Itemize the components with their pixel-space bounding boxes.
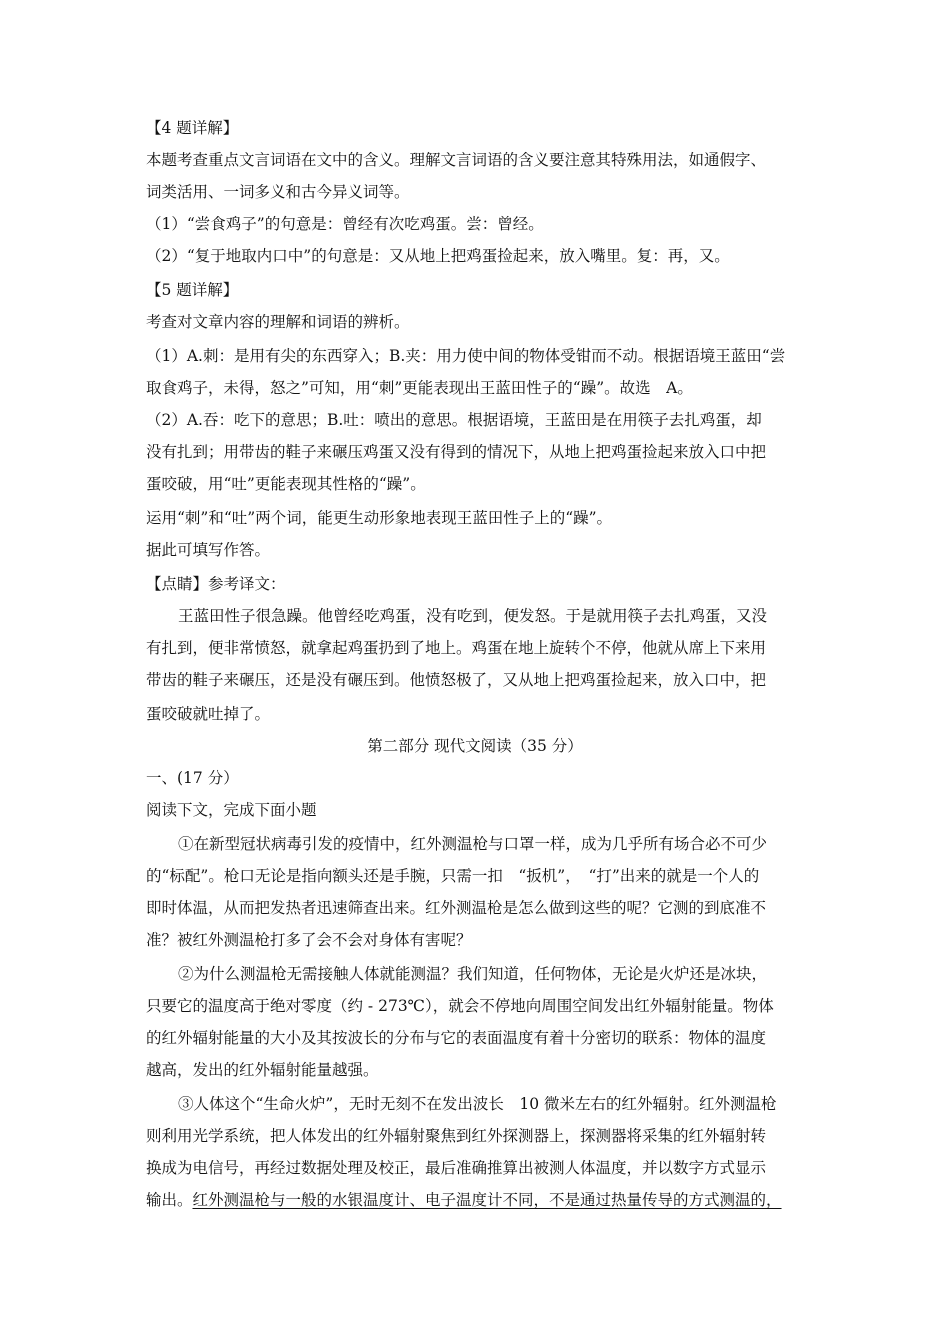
- passage-text: 输出。: [146, 1191, 193, 1209]
- text-line: （1）A.刺：是用有尖的东西穿入；B.夹：用力使中间的物体受钳而不动。根据语境王蓝田“尝: [146, 347, 786, 365]
- translation-line: 带齿的鞋子来碾压，还是没有碾压到。他愤怒极了，又从地上把鸡蛋捡起来，放入口中，把: [146, 671, 767, 689]
- passage-line: 准？被红外测温枪打多了会不会对身体有害呢？: [146, 931, 472, 949]
- text-line: 词类活用、一词多义和古今异义词等。: [146, 183, 410, 201]
- passage-line: 的“标配”。枪口无论是指向额头还是手腕，只需一扣 “扳机”， “打”出来的就是一个人的: [146, 867, 760, 885]
- passage-line: 只要它的温度高于绝对零度（约 - 273℃），就会不停地向周围空间发出红外辐射能量。物体: [146, 997, 774, 1015]
- instruction-line: 阅读下文，完成下面小题: [146, 801, 317, 819]
- text-line: 据此可填写作答。: [146, 541, 271, 559]
- section-title: 第二部分 现代文阅读（35 分）: [367, 737, 583, 755]
- translation-line: 有扎到，便非常愤怒，就拿起鸡蛋扔到了地上。鸡蛋在地上旋转个不停，他就从席上下来用: [146, 639, 767, 657]
- translation-line: 蛋咬破就吐掉了。: [146, 705, 271, 723]
- text-line: （1）“尝食鸡子”的句意是：曾经有次吃鸡蛋。尝：曾经。: [146, 215, 544, 233]
- text-line: 本题考查重点文言词语在文中的含义。理解文言词语的含义要注意其特殊用法，如通假字、: [146, 151, 767, 169]
- text-line: 运用“刺”和“吐”两个词，能更生动形象地表现王蓝田性子上的“躁”。: [146, 509, 613, 527]
- passage-line: 则利用光学系统，把人体发出的红外辐射聚焦到红外探测器上，探测器将采集的红外辐射转: [146, 1127, 767, 1145]
- heading-q5-explanation: 【5 题详解】: [146, 281, 239, 299]
- text-line: （2）“复于地取内口中”的句意是：又从地上把鸡蛋捡起来，放入嘴里。复：再，又。: [146, 247, 730, 265]
- question-number: 一、(17 分）: [146, 769, 239, 787]
- passage-line: ①在新型冠状病毒引发的疫情中，红外测温枪与口罩一样，成为几乎所有场合必不可少: [178, 835, 768, 853]
- heading-translation: 【点睛】参考译文：: [146, 575, 286, 593]
- passage-line: ③人体这个“生命火炉”，无时无刻不在发出波长 10 微米左右的红外辐射。红外测温枪: [178, 1095, 777, 1113]
- passage-line-last: [146, 1190, 782, 1210]
- text-line: 考查对文章内容的理解和词语的辨析。: [146, 313, 410, 331]
- underlined-sentence: 红外测温枪与一般的水银温度计、电子温度计不同，不是通过热量传导的方式测温的，: [192, 1191, 782, 1209]
- passage-line: 即时体温，从而把发热者迅速筛查出来。红外测温枪是怎么做到这些的呢？它测的到底准不: [146, 899, 767, 917]
- translation-line: 王蓝田性子很急躁。他曾经吃鸡蛋，没有吃到，便发怒。于是就用筷子去扎鸡蛋，又没: [178, 607, 768, 625]
- text-line: 没有扎到；用带齿的鞋子来碾压鸡蛋又没有得到的情况下，从地上把鸡蛋捡起来放入口中把: [146, 443, 767, 461]
- text-line: 取食鸡子，未得，怒之”可知，用“刺”更能表现出王蓝田性子的“躁”。故选 A。: [146, 379, 693, 397]
- passage-line: ②为什么测温枪无需接触人体就能测温？我们知道，任何物体，无论是火炉还是冰块，: [178, 965, 768, 983]
- passage-line: 的红外辐射能量的大小及其按波长的分布与它的表面温度有着十分密切的联系：物体的温度: [146, 1029, 767, 1047]
- text-line: 蛋咬破，用“吐”更能表现其性格的“躁”。: [146, 475, 426, 493]
- heading-q4-explanation: 【4 题详解】: [146, 119, 239, 137]
- text-line: （2）A.吞：吃下的意思；B.吐：喷出的意思。根据语境，王蓝田是在用筷子去扎鸡蛋，却: [146, 411, 762, 429]
- passage-line: 越高，发出的红外辐射能量越强。: [146, 1061, 379, 1079]
- passage-line: 换成为电信号，再经过数据处理及校正，最后准确推算出被测人体温度，并以数字方式显示: [146, 1159, 767, 1177]
